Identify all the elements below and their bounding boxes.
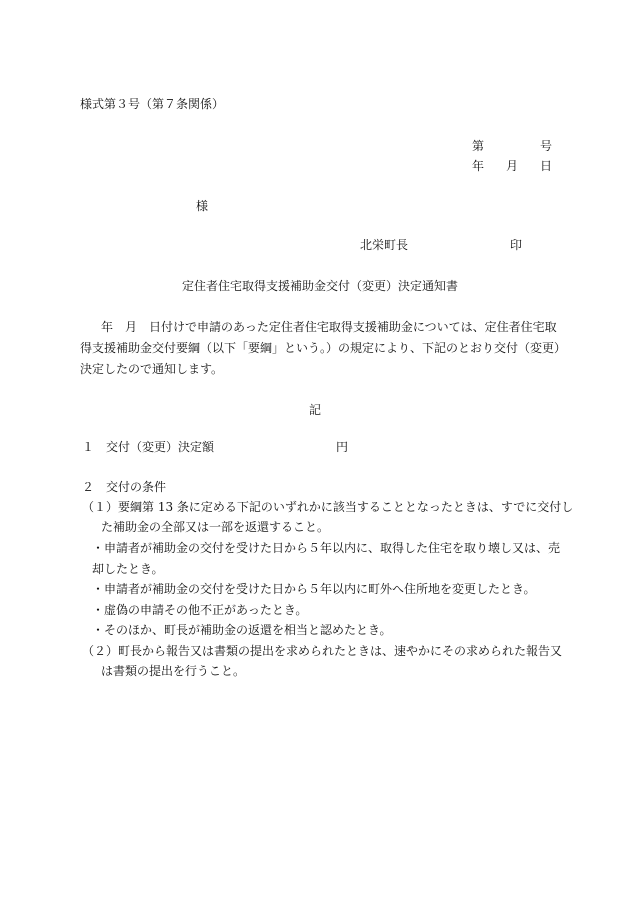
number-label-dai: 第	[472, 139, 485, 153]
condition2-line1: （２）町長から報告又は書類の提出を求められたときは、速やかにその求められた報告又	[82, 644, 563, 658]
bullet1-line1: ・申請者が補助金の交付を受けた日から５年以内に、取得した住宅を取り壊し又は、売	[92, 541, 561, 555]
section1-label: １ 交付（変更）決定額	[82, 440, 215, 454]
condition2-line2: は書類の提出を行うこと。	[101, 664, 246, 678]
section2-heading: ２ 交付の条件	[82, 480, 167, 494]
condition1-line1: （１）要綱第 13 条に定める下記のいずれかに該当することとなったときは、すでに交付し	[82, 500, 574, 514]
number-label-go: 号	[540, 139, 553, 153]
date-year: 年	[472, 159, 485, 173]
body-line-1: 年 月 日付けで申請のあった定住者住宅取得支援補助金については、定住者住宅取	[101, 320, 557, 334]
bullet1-line2: 却したとき。	[92, 562, 164, 576]
section1-yen: 円	[336, 440, 349, 454]
seal-mark: 印	[510, 238, 523, 252]
document-title: 定住者住宅取得支援補助金交付（変更）決定通知書	[182, 279, 459, 293]
condition1-line2: た補助金の全部又は一部を返還すること。	[101, 520, 330, 534]
bullet2: ・申請者が補助金の交付を受けた日から５年以内に町外へ住所地を変更したとき。	[92, 582, 536, 596]
bullet4: ・そのほか、町長が補助金の返還を相当と認めたとき。	[92, 623, 392, 637]
addressee-suffix: 様	[196, 199, 209, 213]
bullet3: ・虚偽の申請その他不正があったとき。	[92, 603, 308, 617]
body-line-3: 決定したので通知します。	[80, 362, 224, 376]
body-line-2: 得支援補助金交付要綱（以下「要綱」という。）の規定により、下記のとおり交付（変更）	[80, 341, 567, 355]
date-day: 日	[540, 159, 553, 173]
issuer: 北栄町長	[360, 238, 409, 252]
date-month: 月	[506, 159, 519, 173]
ki-heading: 記	[309, 403, 322, 417]
form-number: 様式第３号（第７条関係）	[80, 97, 225, 111]
